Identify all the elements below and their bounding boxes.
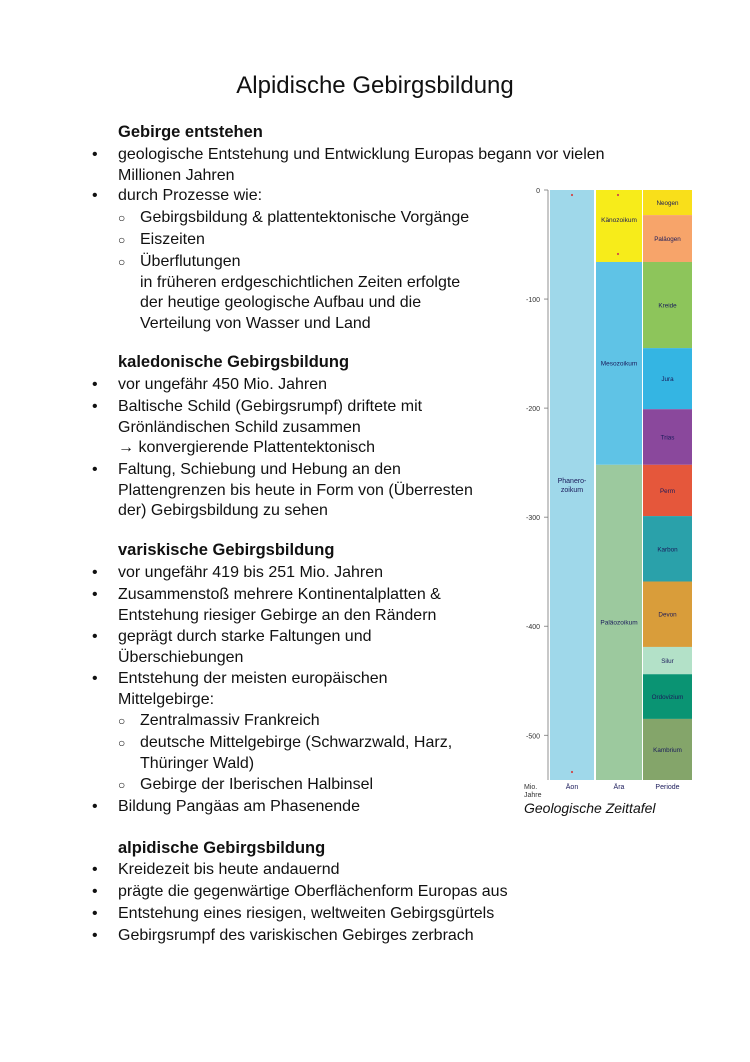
bullet-text: der) Gebirgsbildung zu sehen [118,502,328,519]
period-label: Karbon [657,546,678,554]
sub-bullet-item [140,775,373,796]
period-label: Devon [658,611,677,619]
section-heading-variskisch: variskische Gebirgsbildung [118,541,335,559]
bullet-item [118,375,327,396]
marker-dot [617,194,619,196]
column-label: Ära [613,784,625,791]
bullet-text: • geologische Entstehung und Entwicklung Europas begann vor vielen [118,146,605,163]
sub-bullet-item [140,252,460,334]
bullet-text: • Faltung, Schiebung und Hebung an den [118,461,401,478]
era-block [596,190,642,262]
bullet-item [118,145,605,186]
bullet-item [118,397,422,459]
axis-tick-label: -100 [525,297,540,305]
eon-label: Phanero- [557,478,587,485]
section-heading-entstehen: Gebirge entstehen [118,123,263,141]
era-label: Känozoikum [601,216,637,224]
period-label: Silur [661,658,674,666]
bullet-item [118,585,441,626]
bullet-text: • vor ungefähr 450 Mio. Jahren [118,376,328,393]
section-heading-kaledonisch: kaledonische Gebirgsbildung [118,353,350,371]
bullet-text: • durch Prozesse wie: [118,187,263,204]
sub-bullet-text: der heutige geologische Aufbau und die [140,294,422,311]
era-label: Paläozoikum [600,619,638,627]
bullet-text: • Entstehung der meisten europäischen [118,670,388,687]
marker-dot [617,253,619,255]
bullet-text: Mittelgebirge: [118,690,215,708]
axis-unit-label: Jahre [524,792,542,799]
bullet-item [118,186,262,207]
sub-bullet-text: in früheren erdgeschichtlichen Zeiten erfolgte [140,273,461,291]
bullet-text: • Zusammenstoß mehrere Kontinentalplatten & [118,586,441,603]
sub-bullet-text: ○ Eiszeiten [140,231,205,248]
bullet-item [118,669,388,710]
bullet-text: • Kreidezeit bis heute andauernd [118,861,340,878]
period-label: Jura [661,376,674,384]
sub-bullet-text: Thüringer Wald) [140,754,255,772]
sub-bullet-item [140,230,205,251]
sub-bullet-text: ○ Gebirgsbildung & plattentektonische Vorgänge [140,209,470,226]
axis-tick-label: -500 [525,733,540,741]
bullet-text: Überschiebungen [118,648,244,666]
bullet-item [118,627,372,668]
sub-bullet-text: ○ deutsche Mittelgebirge (Schwarzwald, Harz, [140,734,453,751]
bullet-text: • geprägt durch starke Faltungen und [118,628,372,645]
bullet-text: • Bildung Pangäas am Phasenende [118,798,360,815]
sub-bullet-text: Verteilung von Wasser und Land [140,314,371,332]
bullet-item [118,882,508,903]
axis-tick-label: -400 [525,624,540,632]
period-label: Paläogen [654,236,681,244]
sub-bullet-item [140,711,320,732]
era-label: Mesozoikum [600,360,638,368]
bullet-item [118,904,494,925]
axis-tick-label: -200 [525,406,540,414]
bullet-item [118,926,474,947]
sub-bullet-item [140,208,469,229]
period-label: Ordovizium [651,694,684,702]
bullet-text: • Entstehung eines riesigen, weltweiten Gebirgsgürtels [118,905,495,922]
sub-bullet-text: ○ Überflutungen [140,253,241,270]
period-label: Kambrium [653,746,682,754]
bullet-text: → konvergierende Plattentektonisch [118,439,376,456]
figure-caption: Geologische Zeittafel [524,800,656,816]
period-label: Kreide [658,302,677,310]
bullet-text: • Gebirgsrumpf des variskischen Gebirges zerbrach [118,927,474,944]
bullet-text: Grönländischen Schild zusammen [118,418,361,436]
sub-bullet-item [140,733,452,774]
period-label: Neogen [656,200,679,208]
axis-tick-label: -300 [525,515,540,523]
bullet-text: Entstehung riesiger Gebirge an den Rändern [118,606,437,624]
period-label: Perm [659,487,676,495]
period-label: Trias [660,434,675,442]
bullet-text: Millionen Jahren [118,166,235,184]
bullet-text: • Baltische Schild (Gebirgsrumpf) driftete mit [118,398,423,415]
column-label: Periode [655,784,680,791]
bullet-item [118,860,340,881]
axis-tick-label: 0 [536,188,540,195]
marker-dot [571,194,573,196]
eon-label: zoikum [560,487,584,494]
bullet-item [118,460,473,522]
eon-block [550,190,594,780]
sub-bullet-text: ○ Zentralmassiv Frankreich [140,712,320,729]
page-title: Alpidische Gebirgsbildung [236,72,514,99]
axis-unit-label: Mio. [524,784,538,791]
bullet-text: • vor ungefähr 419 bis 251 Mio. Jahren [118,564,384,581]
bullet-item [118,563,383,584]
bullet-text: • prägte die gegenwärtige Oberflächenform Europas aus [118,883,508,900]
bullet-text: Plattengrenzen bis heute in Form von (Überresten [118,481,473,499]
bullet-item [118,797,360,818]
geologic-timescale-figure [510,182,700,822]
marker-dot [571,771,573,773]
section-heading-alpidisch: alpidische Gebirgsbildung [118,839,326,857]
column-label: Äon [565,784,579,791]
sub-bullet-text: ○ Gebirge der Iberischen Halbinsel [140,776,374,793]
